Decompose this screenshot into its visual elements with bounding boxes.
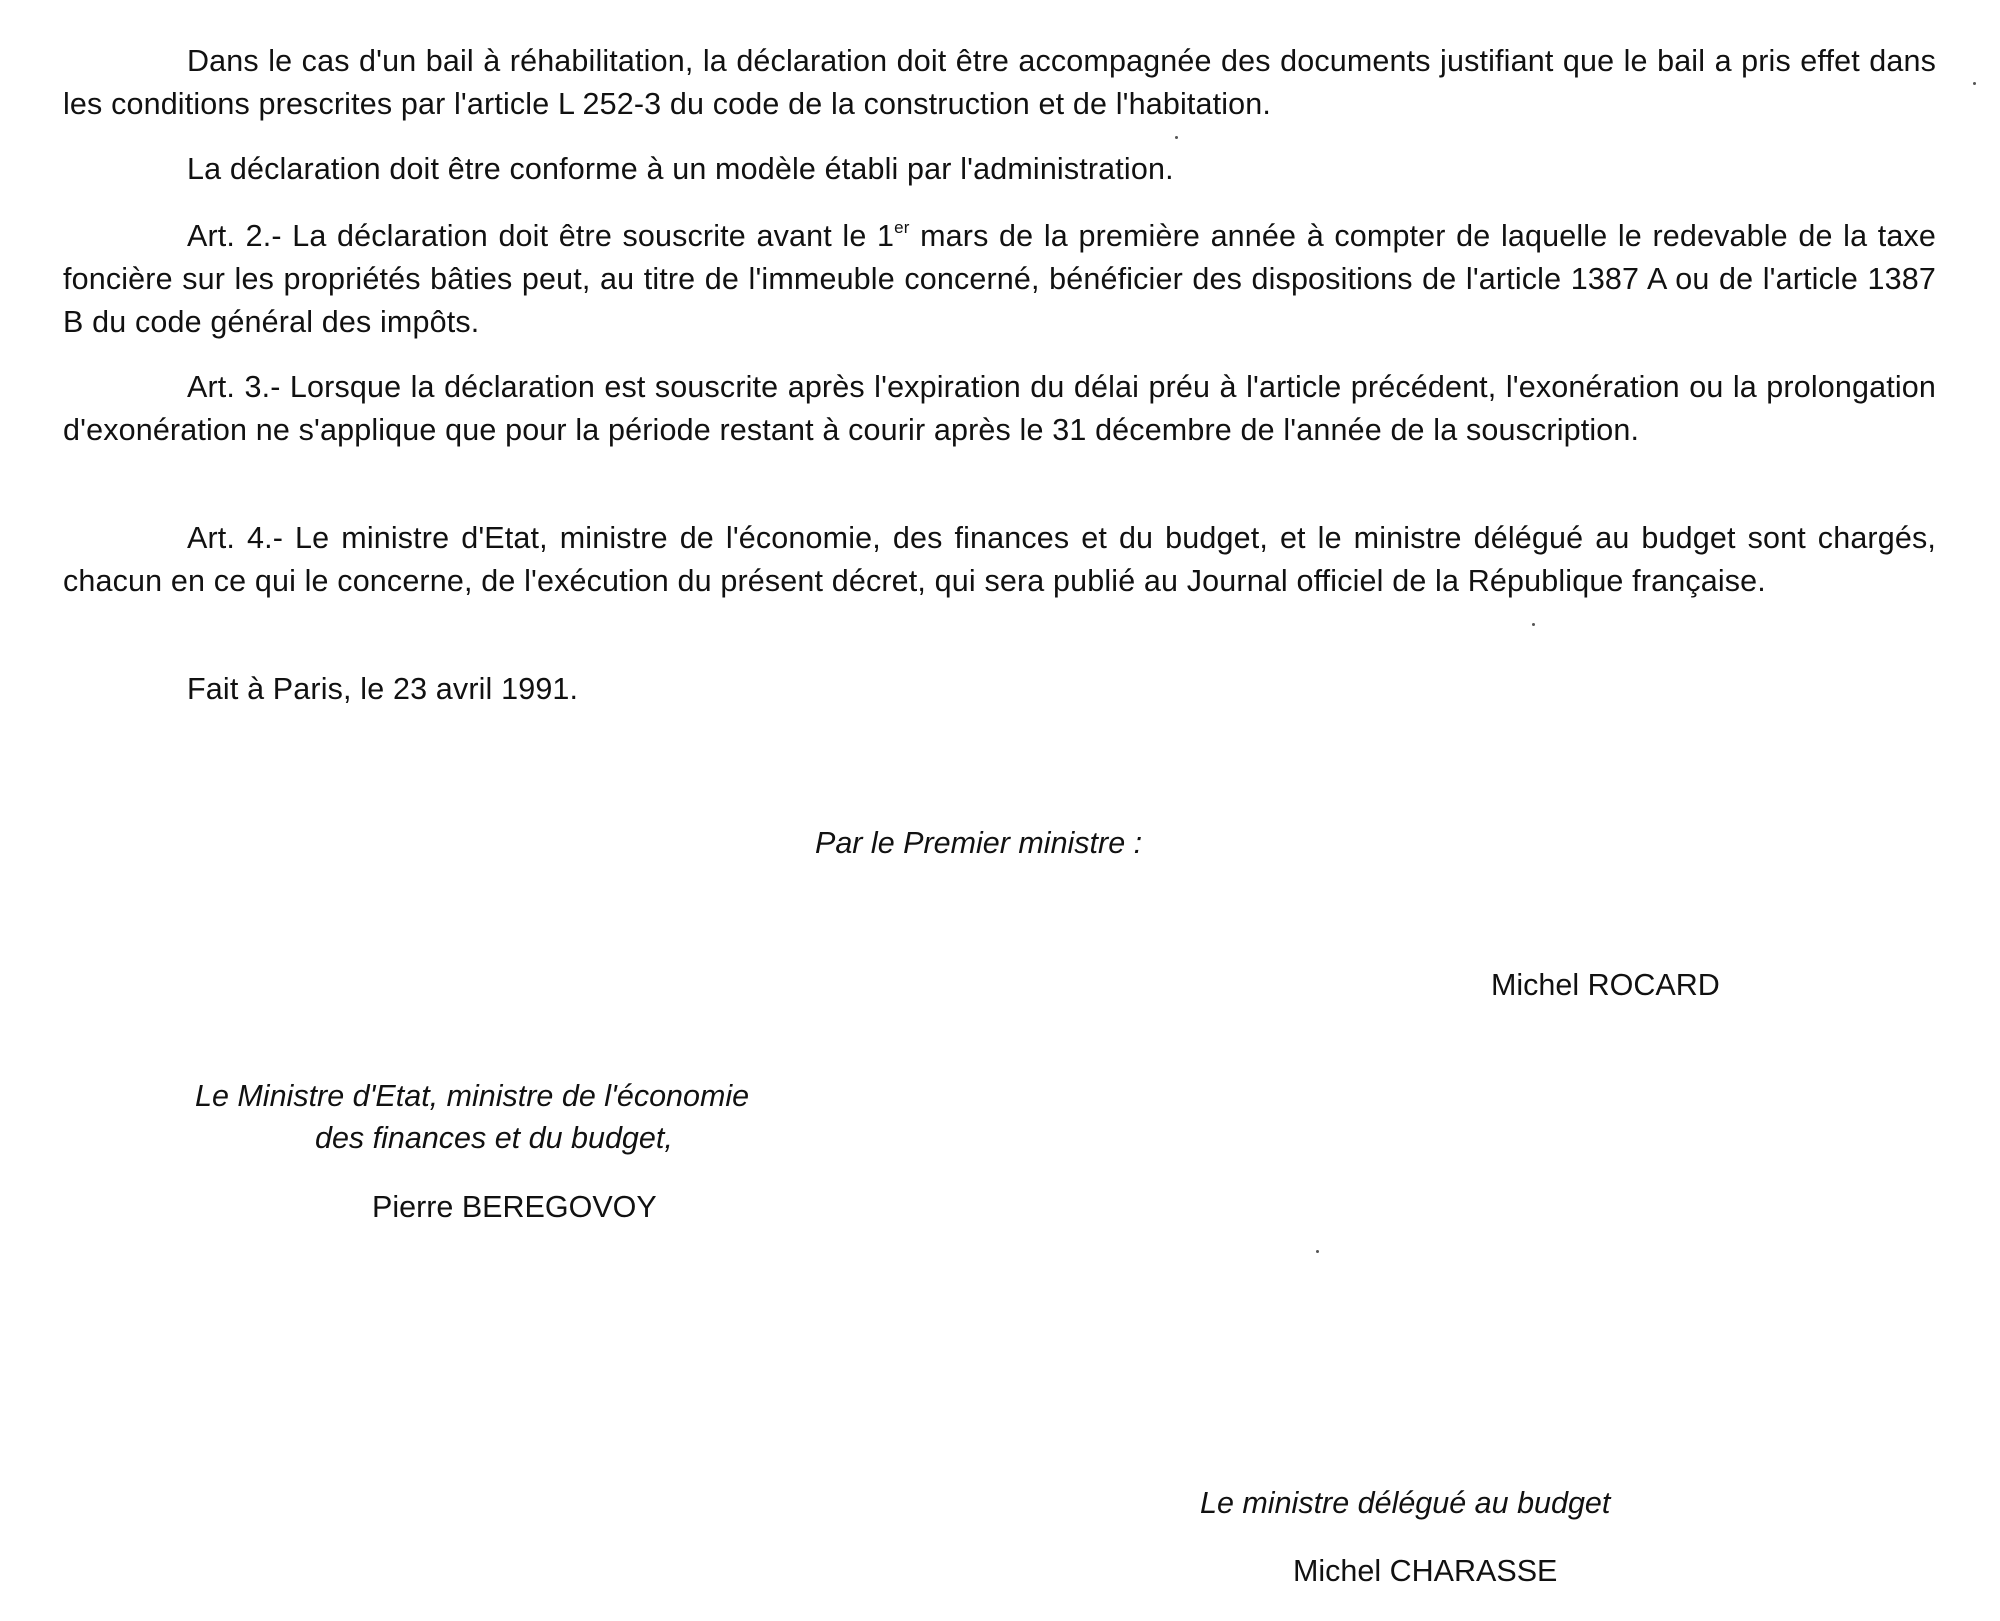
decree-body: [63, 40, 1936, 126]
paragraph-bail-rehabilitation: Dans le cas d'un bail à réhabilitation, la déclaration doit être accompagnée des documents justifiant que le bail a pris effet dans les conditions prescrites par l'article L 252-3 du code de la construction et de l'habitation.: [63, 44, 1936, 121]
scan-speck: [1973, 82, 1976, 85]
article-2-text-start: Art. 2.- La déclaration doit être souscrite avant le 1: [187, 219, 895, 253]
article-4-block: [63, 517, 1936, 603]
ministre-etat-title-line1: Le Ministre d'Etat, ministre de l'économie: [195, 1079, 750, 1113]
paragraph-article-4: Art. 4.- Le ministre d'Etat, ministre de l'économie, des finances et du budget, et le ministre délégué au budget sont chargés, chacun en ce qui le concerne, de l'exécution du présent décret, qui sera publié au Journal officiel de la République française.: [63, 521, 1936, 598]
article-2-block: [63, 215, 1936, 344]
article-3-block: [63, 366, 1936, 452]
scan-speck: [1532, 623, 1535, 626]
paragraph-article-3: Art. 3.- Lorsque la déclaration est souscrite après l'expiration du délai préu à l'article précédent, l'exonération ou la prolongation d'exonération ne s'applique que pour la période restant à courir après le 31 décembre de l'année de la souscription.: [63, 370, 1936, 447]
date-line: Fait à Paris, le 23 avril 1991.: [187, 672, 579, 706]
scan-speck: [1316, 1250, 1319, 1253]
premier-ministre-name: Michel ROCARD: [1491, 968, 1720, 1002]
decree-body-2: [63, 148, 1936, 191]
ministre-delegue-title: Le ministre délégué au budget: [1200, 1486, 1611, 1520]
date-block: [63, 668, 1936, 711]
ministre-delegue-name: Michel CHARASSE: [1293, 1554, 1558, 1588]
premier-ministre-title: Par le Premier ministre :: [815, 826, 1143, 860]
article-2-text-end: mars de la première année à compter de laquelle le redevable de la taxe foncière sur les propriétés bâties peut, au titre de l'immeuble concerné, bénéficier des dispositions de l'article 1387 A ou de l'article 1387 B du code général des impôts.: [63, 219, 1936, 339]
ministre-etat-name: Pierre BEREGOVOY: [372, 1190, 657, 1224]
ministre-etat-title-line2: des finances et du budget,: [315, 1121, 673, 1155]
scan-speck: [1175, 136, 1178, 139]
paragraph-article-2: [63, 215, 1936, 344]
superscript-er: er: [894, 218, 910, 237]
paragraph-modele-declaration: La déclaration doit être conforme à un modèle établi par l'administration.: [187, 152, 1174, 186]
